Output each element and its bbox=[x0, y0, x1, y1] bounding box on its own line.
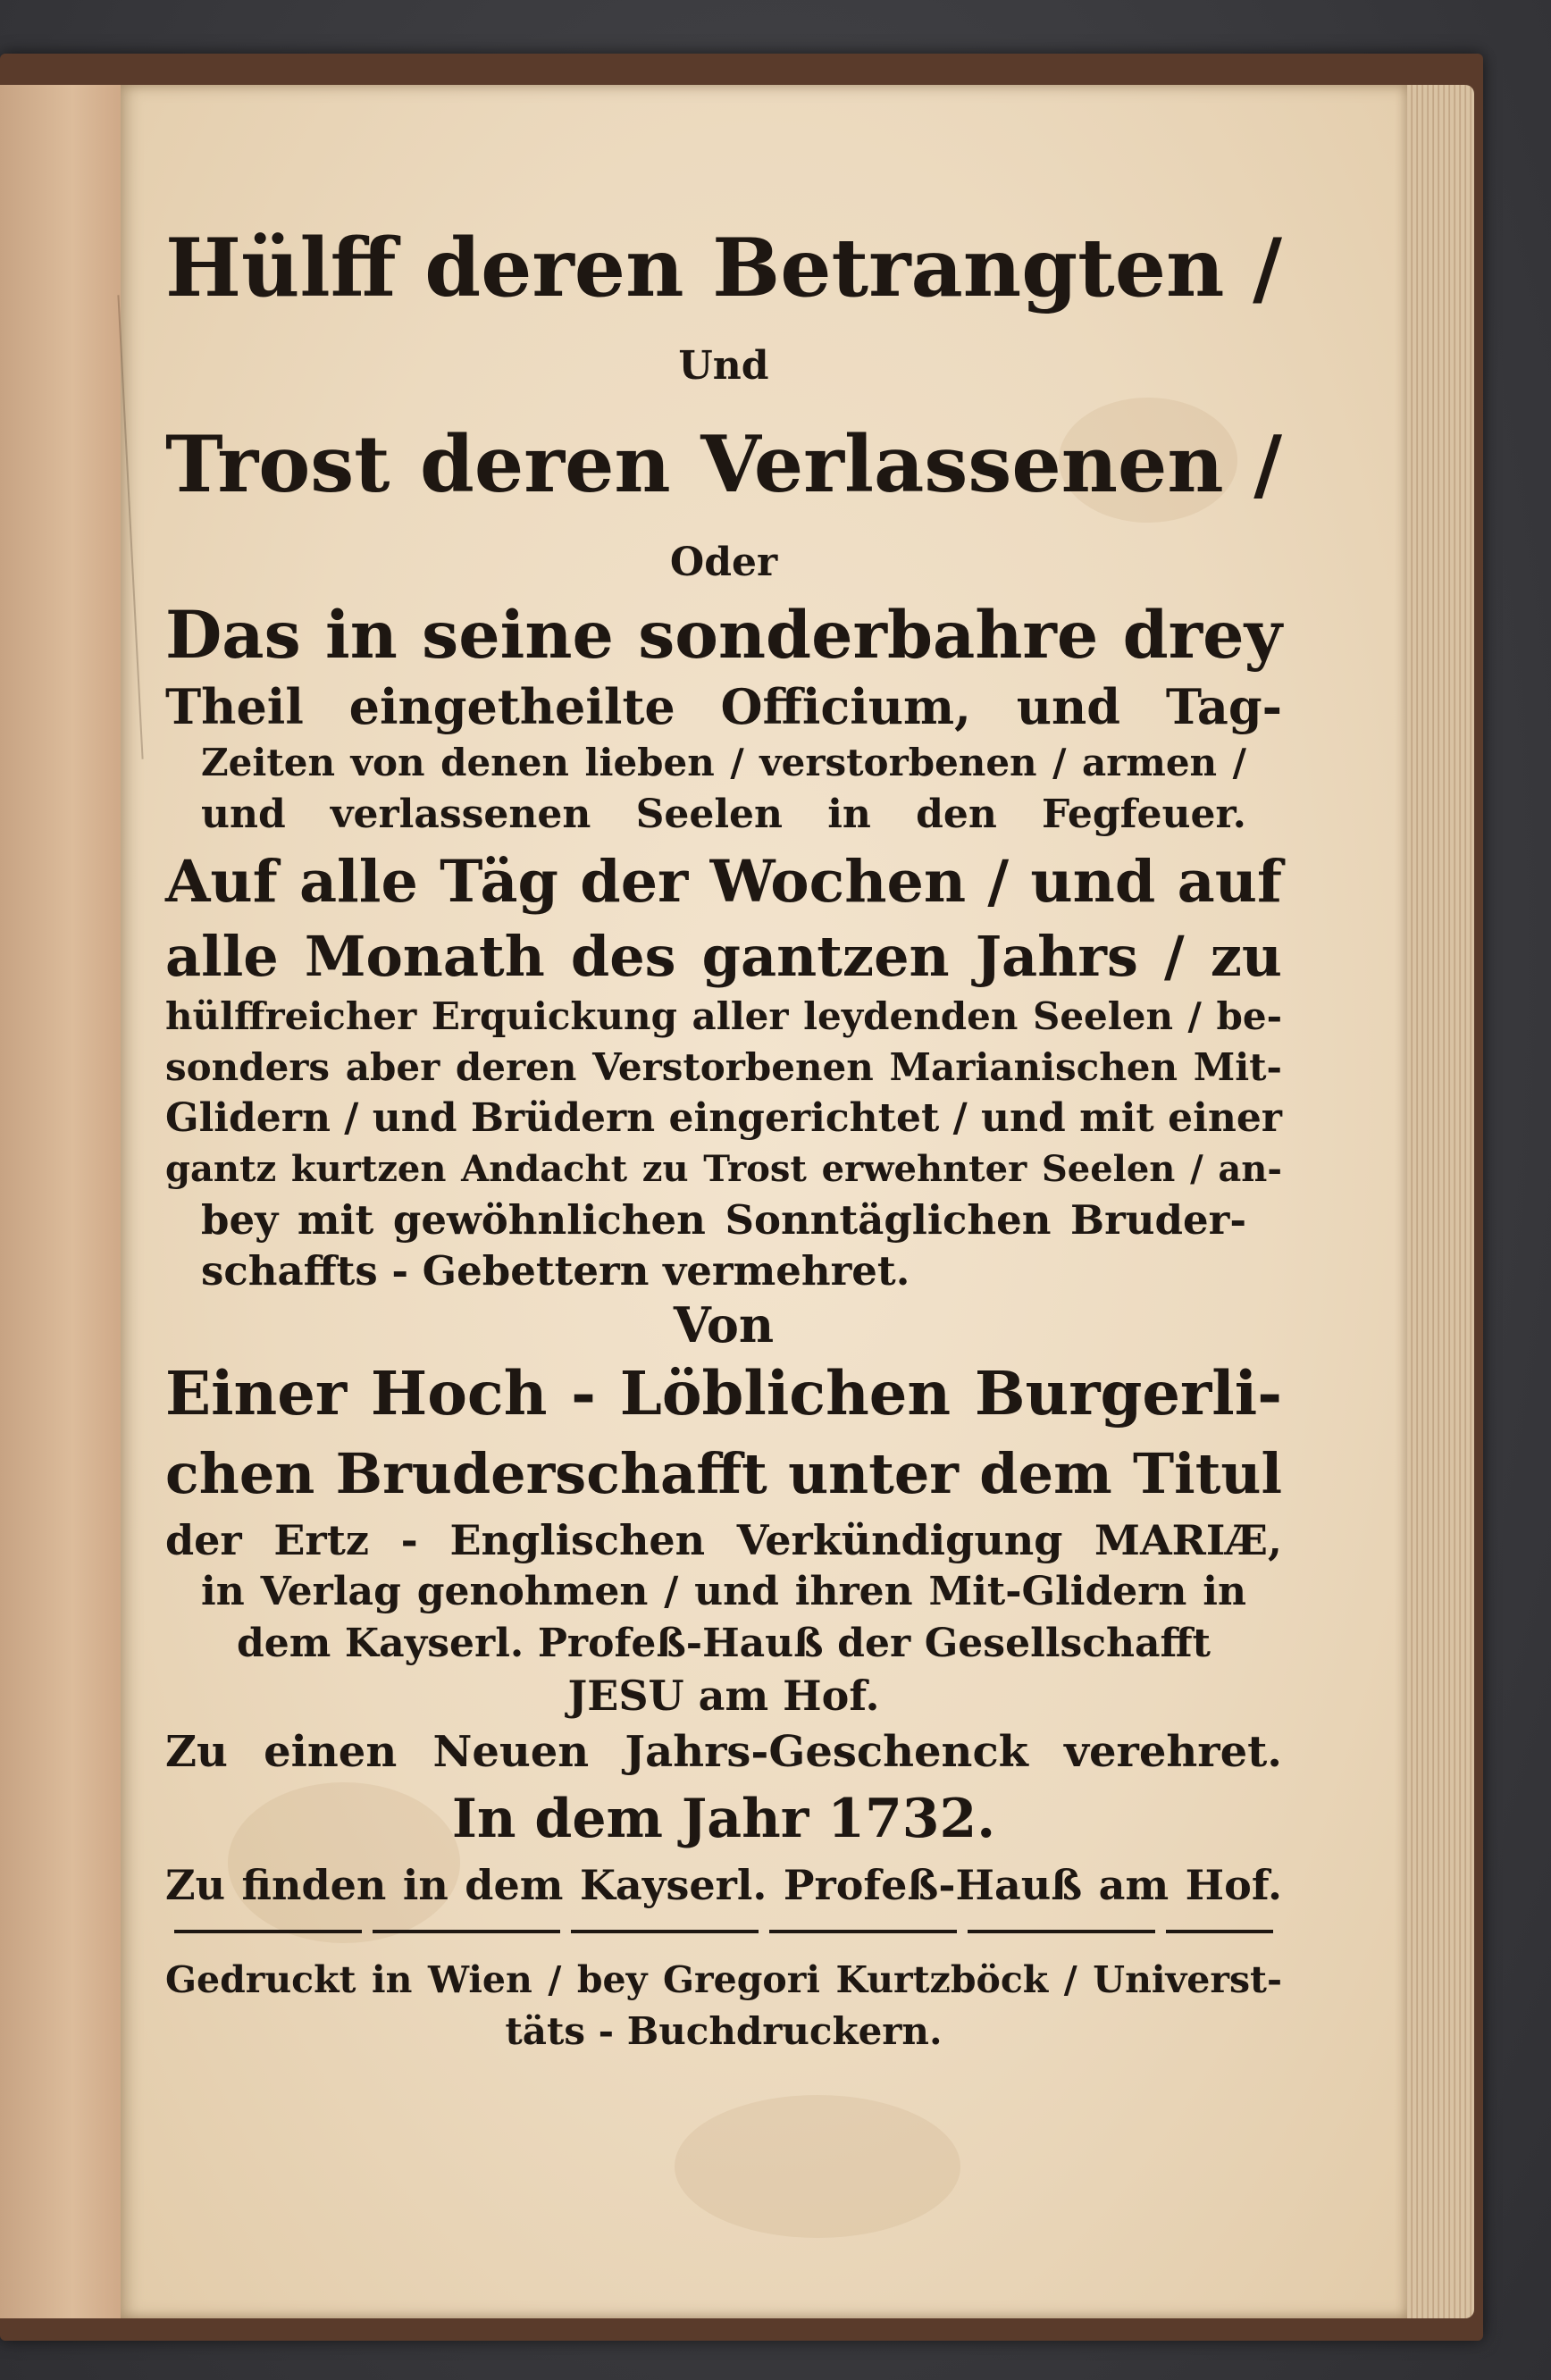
subtitle-line-2: Theil eingetheilte Officium, und Tag- bbox=[165, 678, 1282, 735]
subtitle-line-3: Zeiten von denen lieben / verstorbenen / armen / bbox=[201, 741, 1246, 784]
subtitle-line-1: Das in seine sonderbahre drey bbox=[165, 597, 1282, 674]
description-line-5: Glidern / und Brüdern eingerichtet / und mit einer bbox=[165, 1095, 1282, 1141]
year-line: In dem Jahr 1732. bbox=[451, 1788, 996, 1850]
description-line-4: sonders aber deren Verstorbenen Marianischen Mit- bbox=[165, 1045, 1282, 1089]
description-line-3: hülffreicher Erquickung aller leydenden Seelen / be- bbox=[165, 994, 1282, 1038]
title-page-text bbox=[165, 201, 1282, 2057]
publisher-line-3: der Ertz - Englischen Verkündigung MARIÆ, bbox=[165, 1516, 1282, 1564]
description-line-6: gantz kurtzen Andacht zu Trost erwehnter Seelen / an- bbox=[165, 1148, 1282, 1190]
page-block-edges bbox=[1403, 85, 1474, 2318]
connector-von: Von bbox=[673, 1296, 775, 1353]
paper-stain bbox=[675, 2095, 960, 2238]
dedication-line: Zu einen Neuen Jahrs-Geschenck verehret. bbox=[165, 1727, 1282, 1777]
description-line-1: Auf alle Täg der Wochen / und auf bbox=[165, 848, 1282, 916]
title-line-1: Hülff deren Betrangten / bbox=[165, 221, 1282, 315]
imprint-line-2: täts - Buchdruckern. bbox=[505, 2009, 943, 2053]
publisher-line-1: Einer Hoch - Löblichen Burgerli- bbox=[165, 1358, 1282, 1429]
publisher-line-4: in Verlag genohmen / und ihren Mit-Glidern in bbox=[201, 1569, 1246, 1614]
publisher-line-2: chen Bruderschafft unter dem Titul bbox=[165, 1441, 1282, 1506]
connector-oder: Oder bbox=[669, 540, 778, 585]
publisher-line-5: dem Kayserl. Profeß-Hauß der Gesellschafft bbox=[237, 1621, 1211, 1666]
location-line: Zu finden in dem Kayserl. Profeß-Hauß am Hof. bbox=[165, 1861, 1282, 1909]
left-page-edge bbox=[0, 85, 121, 2318]
publisher-line-6: JESU am Hof. bbox=[567, 1672, 880, 1720]
title-line-2: Trost deren Verlassenen / bbox=[165, 418, 1282, 510]
description-line-7: bey mit gewöhnlichen Sonntäglichen Bruder- bbox=[201, 1196, 1246, 1244]
separator-rule bbox=[174, 1925, 1273, 1938]
imprint-line-1: Gedruckt in Wien / bey Gregori Kurtzböck / Universt- bbox=[165, 1958, 1282, 2001]
description-line-2: alle Monath des gantzen Jahrs / zu bbox=[165, 924, 1282, 989]
connector-und: Und bbox=[678, 343, 769, 389]
description-line-8: schaffts - Gebettern vermehret. bbox=[201, 1247, 910, 1295]
subtitle-line-4: und verlassenen Seelen in den Fegfeuer. bbox=[201, 792, 1246, 837]
